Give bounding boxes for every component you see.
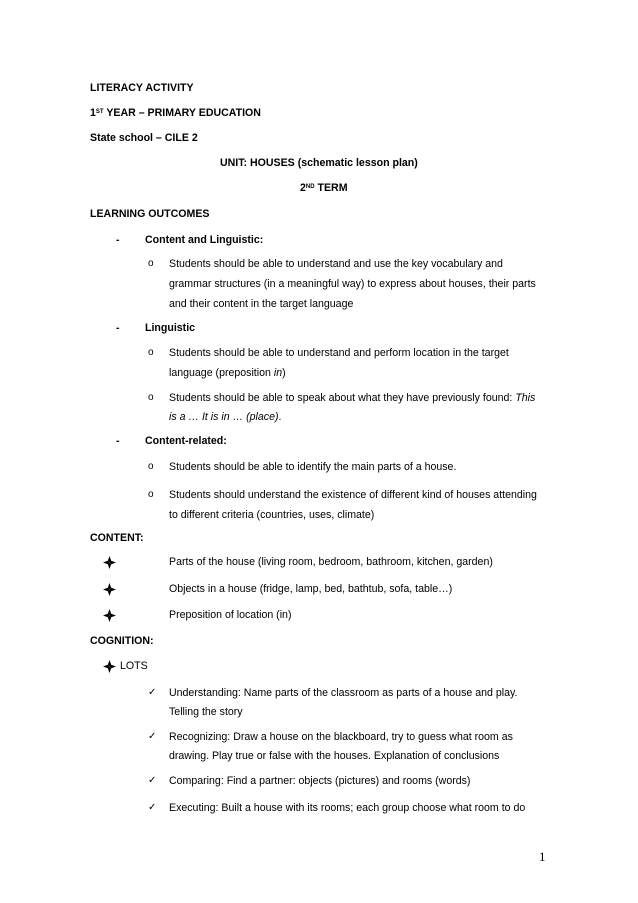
outcome-text-part: Students should be able to speak about what they have previously found: <box>169 392 516 404</box>
dash-bullet: - <box>116 234 120 246</box>
outcome-text: Students should be able to understand and perform location in the target <box>169 347 509 359</box>
check-icon: ✓ <box>148 802 157 813</box>
outcome-text: Students should understand the existence of different kind of houses attending <box>169 489 537 501</box>
term-suffix: ND <box>305 184 315 190</box>
diamond-bullet-icon <box>103 556 116 569</box>
content-heading: CONTENT: <box>90 532 144 544</box>
dash-bullet: - <box>116 322 120 334</box>
content-item: Objects in a house (fridge, lamp, bed, bathtub, sofa, table…) <box>169 583 453 595</box>
lots-label: LOTS <box>120 660 148 672</box>
outcome-text: Students should be able to understand and use the key vocabulary and <box>169 258 503 270</box>
term-line <box>300 181 348 195</box>
outcome-text <box>169 391 535 405</box>
dash-bullet: - <box>116 435 120 447</box>
diamond-bullet-icon <box>103 609 116 622</box>
cognition-item: Comparing: Find a partner: objects (pictures) and rooms (words) <box>169 775 471 787</box>
year-text: YEAR – PRIMARY EDUCATION <box>103 107 261 119</box>
year-line <box>90 106 261 120</box>
check-icon: ✓ <box>148 775 157 786</box>
cognition-item: Telling the story <box>169 706 243 718</box>
term-number: 2 <box>300 182 306 194</box>
year-suffix: ST <box>95 109 104 115</box>
diamond-bullet-icon <box>103 583 116 596</box>
outcome-text: to different criteria (countries, uses, climate) <box>169 509 375 521</box>
outcome-text <box>169 410 281 424</box>
circle-bullet: o <box>148 392 154 403</box>
outcome-text <box>169 366 286 380</box>
content-item: Parts of the house (living room, bedroom, bathroom, kitchen, garden) <box>169 556 493 568</box>
content-related-title: Content-related: <box>145 435 227 447</box>
outcome-text-emphasis: in <box>273 367 283 379</box>
cognition-item: Recognizing: Draw a house on the blackboard, try to guess what room as <box>169 731 513 743</box>
circle-bullet: o <box>148 461 154 472</box>
term-text: TERM <box>314 182 348 194</box>
outcome-text-part: ) <box>282 367 286 379</box>
check-icon: ✓ <box>148 731 157 742</box>
circle-bullet: o <box>148 489 154 500</box>
outcome-text: Students should be able to identify the main parts of a house. <box>169 461 457 473</box>
cognition-item: Understanding: Name parts of the classroom as parts of a house and play. <box>169 687 518 699</box>
content-item: Preposition of location (in) <box>169 609 292 621</box>
content-linguistic-title: Content and Linguistic: <box>145 234 264 246</box>
check-icon: ✓ <box>148 687 157 698</box>
cognition-item: drawing. Play true or false with the houses. Explanation of conclusions <box>169 750 500 762</box>
linguistic-title: Linguistic <box>145 322 196 334</box>
outcome-text-part: . <box>278 411 282 423</box>
diamond-bullet-icon <box>103 660 116 673</box>
cognition-heading: COGNITION: <box>90 635 154 647</box>
circle-bullet: o <box>148 258 154 269</box>
activity-title: LITERACY ACTIVITY <box>90 82 194 94</box>
outcome-text: and their content in the target language <box>169 298 354 310</box>
learning-outcomes-heading: LEARNING OUTCOMES <box>90 208 210 220</box>
cognition-item: Executing: Built a house with its rooms; each group choose what room to do <box>169 802 526 814</box>
outcome-text-emphasis: This <box>515 392 536 404</box>
school-line: State school – CILE 2 <box>90 132 198 144</box>
outcome-text-emphasis: is a … It is in … (place) <box>169 411 279 423</box>
page-number: 1 <box>539 849 546 864</box>
outcome-text-part: language (preposition <box>169 367 274 379</box>
year-number: 1 <box>90 107 96 119</box>
outcome-text: grammar structures (in a meaningful way) to express about houses, their parts <box>169 278 536 290</box>
unit-title: UNIT: HOUSES (schematic lesson plan) <box>220 157 418 169</box>
circle-bullet: o <box>148 347 154 358</box>
